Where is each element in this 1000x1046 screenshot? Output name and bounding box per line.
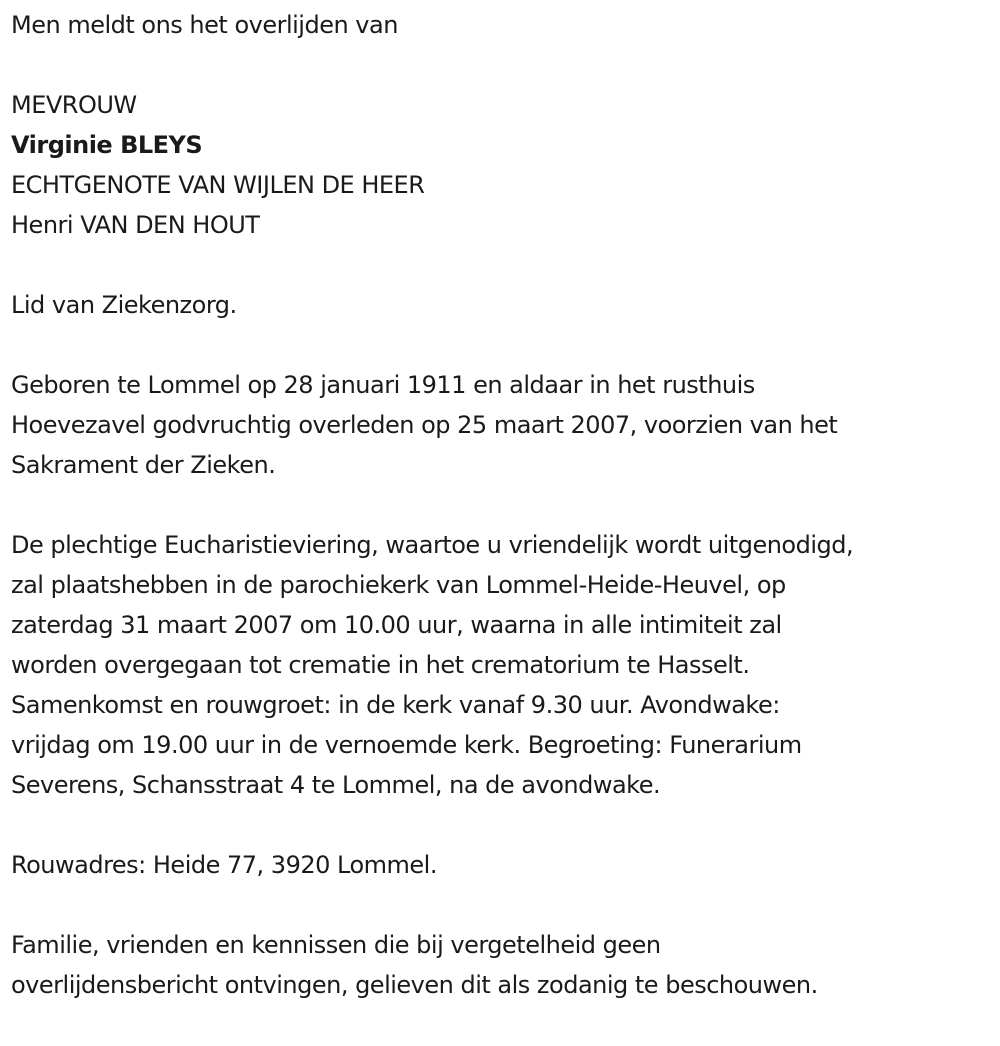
- spacer: [11, 245, 996, 285]
- spacer: [11, 45, 996, 85]
- intro-line: Men meldt ons het overlijden van: [11, 11, 398, 39]
- spacer: [11, 325, 996, 365]
- deceased-name: Virginie BLEYS: [11, 131, 203, 159]
- paragraph-line: zaterdag 31 maart 2007 om 10.00 uur, waarna in alle intimiteit zal: [11, 611, 782, 639]
- paragraph-line: De plechtige Eucharistieviering, waartoe u vriendelijk wordt uitgenodigd,: [11, 531, 854, 559]
- paragraph-line: Familie, vrienden en kennissen die bij vergetelheid geen: [11, 931, 661, 959]
- paragraph-line: vrijdag om 19.00 uur in de vernoemde kerk. Begroeting: Funerarium: [11, 731, 802, 759]
- paragraph-line: Sakrament der Zieken.: [11, 451, 276, 479]
- spacer: [11, 885, 996, 925]
- paragraph-line: zal plaatshebben in de parochiekerk van Lommel-Heide-Heuvel, op: [11, 571, 786, 599]
- mourning-address: Rouwadres: Heide 77, 3920 Lommel.: [11, 851, 437, 879]
- paragraph-line: worden overgegaan tot crematie in het crematorium te Hasselt.: [11, 651, 750, 679]
- paragraph-line: Samenkomst en rouwgroet: in de kerk vanaf 9.30 uur. Avondwake:: [11, 691, 780, 719]
- death-notice: [11, 5, 996, 1005]
- birth-death-paragraph: [11, 365, 996, 485]
- relation-line: ECHTGENOTE VAN WIJLEN DE HEER: [11, 171, 425, 199]
- spacer: [11, 805, 996, 845]
- spacer: [11, 485, 996, 525]
- honorific: MEVROUW: [11, 91, 137, 119]
- paragraph-line: Geboren te Lommel op 28 januari 1911 en aldaar in het rusthuis: [11, 371, 755, 399]
- paragraph-line: Severens, Schansstraat 4 te Lommel, na de avondwake.: [11, 771, 661, 799]
- ceremony-paragraph: [11, 525, 996, 805]
- spouse-name: Henri VAN DEN HOUT: [11, 211, 260, 239]
- closing-paragraph: [11, 925, 996, 1005]
- paragraph-line: Hoevezavel godvruchtig overleden op 25 maart 2007, voorzien van het: [11, 411, 838, 439]
- paragraph-line: overlijdensbericht ontvingen, gelieven dit als zodanig te beschouwen.: [11, 971, 818, 999]
- membership-line: Lid van Ziekenzorg.: [11, 291, 237, 319]
